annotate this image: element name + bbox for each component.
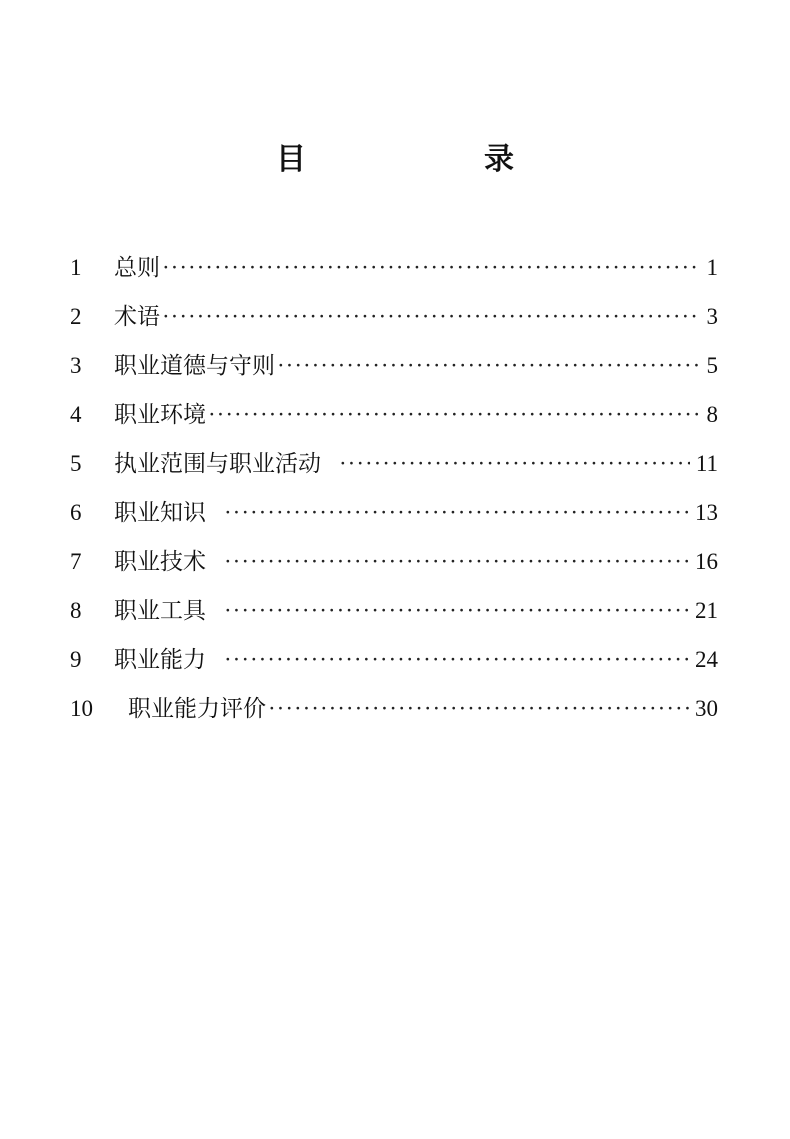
toc-entry[interactable] [70, 640, 718, 689]
table-of-contents [70, 248, 718, 738]
toc-entry[interactable] [70, 346, 718, 395]
toc-entry-page: 5 [706, 353, 718, 378]
toc-entry-title: 职业技术 [114, 549, 206, 575]
toc-entry-number: 3 [70, 353, 82, 378]
toc-entry[interactable] [70, 248, 718, 297]
toc-entry-number: 7 [70, 549, 82, 574]
toc-leader-dots [162, 297, 701, 337]
toc-entry[interactable] [70, 542, 718, 591]
toc-entry-page: 30 [695, 696, 718, 721]
toc-entry-number: 10 [70, 696, 93, 721]
toc-entry[interactable] [70, 689, 718, 738]
toc-leader-dots [224, 640, 689, 680]
toc-leader-dots [224, 493, 689, 533]
toc-leader-dots [208, 395, 701, 435]
toc-entry-page: 21 [695, 598, 718, 623]
toc-entry-page: 1 [706, 255, 718, 280]
toc-entry-number: 6 [70, 500, 82, 525]
toc-entry-page: 3 [706, 304, 718, 329]
toc-entry[interactable] [70, 297, 718, 346]
toc-leader-dots [268, 689, 689, 729]
toc-entry-title: 职业环境 [114, 402, 206, 428]
toc-entry-title: 职业道德与守则 [114, 353, 275, 379]
toc-entry-number: 4 [70, 402, 82, 427]
toc-entry-number: 8 [70, 598, 82, 623]
toc-entry-title: 职业能力评价 [128, 696, 266, 722]
toc-entry-title: 术语 [114, 304, 160, 330]
toc-entry-title: 职业知识 [114, 500, 206, 526]
toc-leader-dots [339, 444, 690, 484]
toc-entry-number: 5 [70, 451, 82, 476]
toc-entry-number: 1 [70, 255, 82, 280]
toc-entry-page: 24 [695, 647, 718, 672]
page-title: 目 录 [276, 142, 588, 177]
toc-entry[interactable] [70, 444, 718, 493]
toc-entry-page: 11 [695, 451, 718, 476]
toc-entry[interactable] [70, 591, 718, 640]
toc-entry-page: 13 [695, 500, 718, 525]
toc-entry-number: 2 [70, 304, 82, 329]
toc-leader-dots [277, 346, 701, 386]
toc-entry-title: 总则 [114, 255, 160, 281]
toc-entry-page: 16 [695, 549, 718, 574]
toc-entry-title: 职业工具 [114, 598, 206, 624]
toc-leader-dots [224, 542, 689, 582]
toc-entry-page: 8 [706, 402, 718, 427]
toc-entry-title: 职业能力 [114, 647, 206, 673]
toc-entry[interactable] [70, 493, 718, 542]
toc-leader-dots [224, 591, 689, 631]
toc-entry-number: 9 [70, 647, 82, 672]
toc-entry[interactable] [70, 395, 718, 444]
toc-entry-title: 执业范围与职业活动 [114, 451, 321, 477]
toc-leader-dots [162, 248, 701, 288]
